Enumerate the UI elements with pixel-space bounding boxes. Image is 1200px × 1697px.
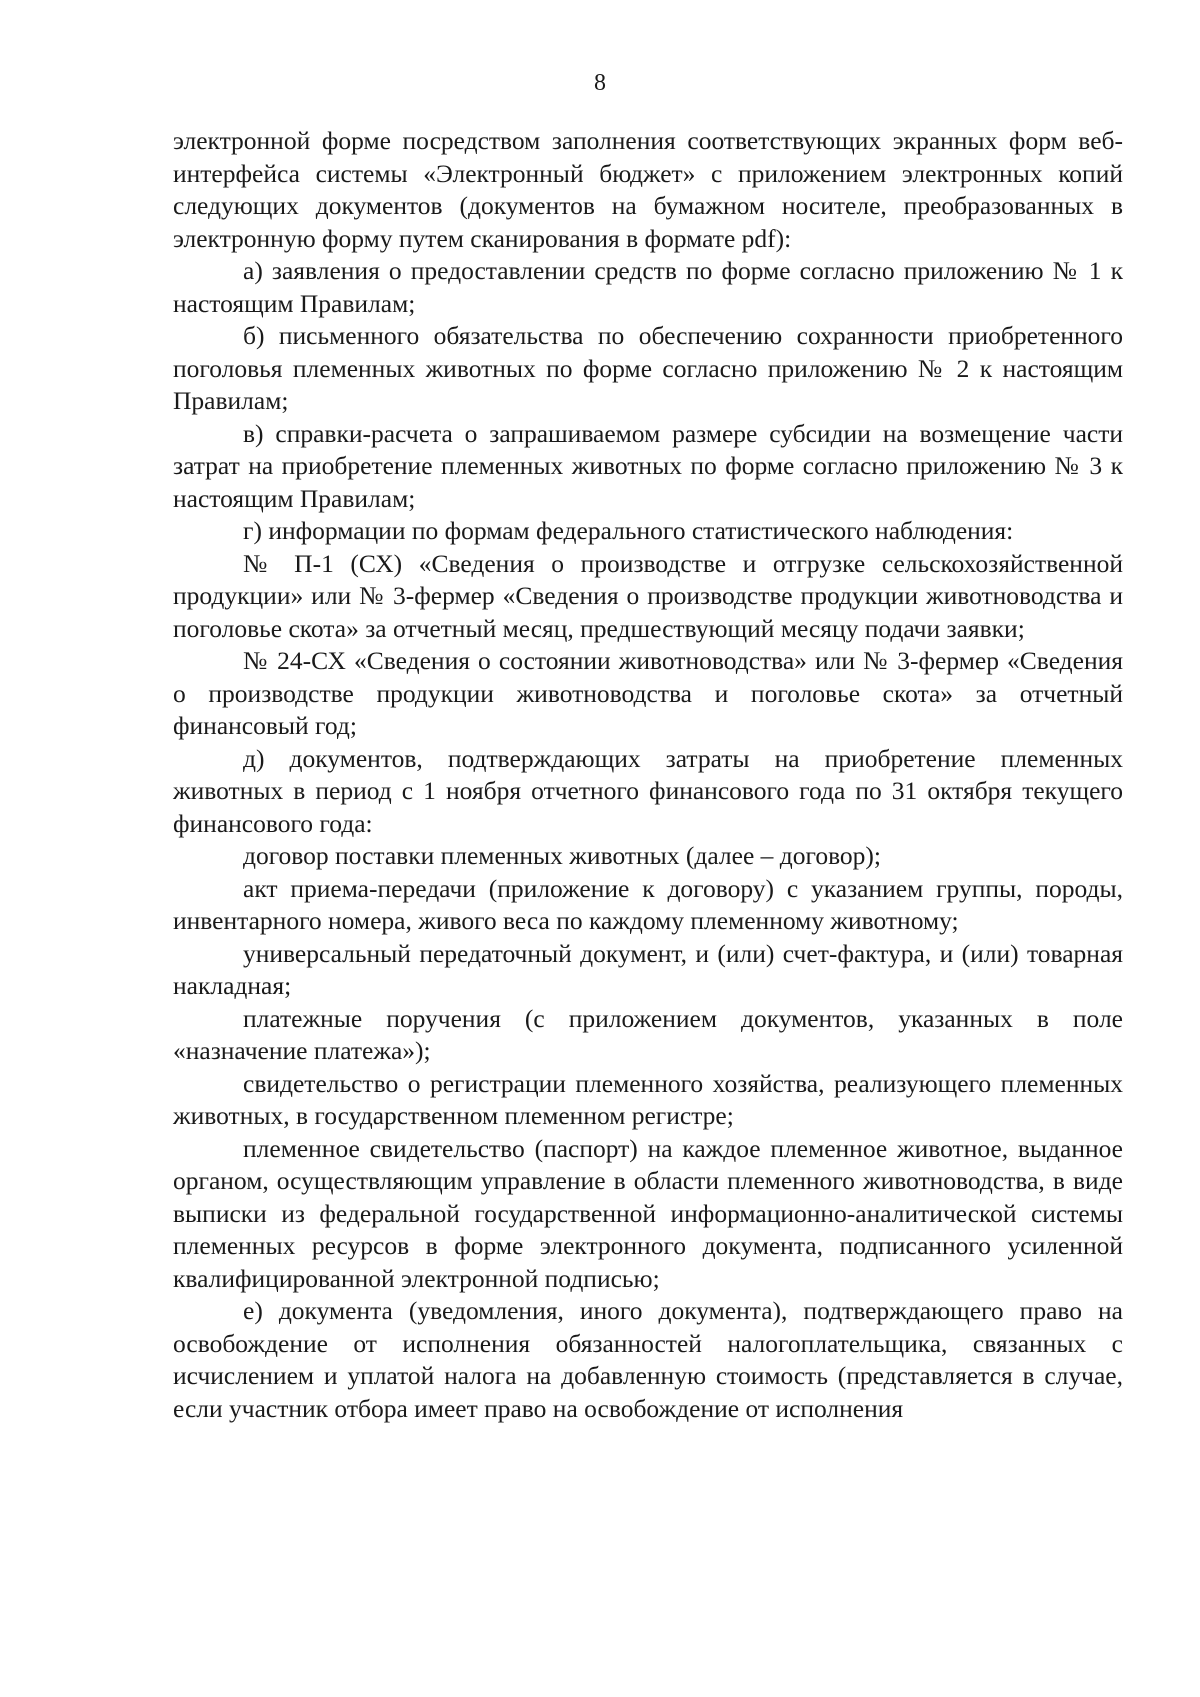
paragraph-registration-certificate: свидетельство о регистрации племенного хозяйства, реализующего племенных животных, в государственном племенном регистре; bbox=[173, 1068, 1123, 1130]
paragraph-item-e: е) документа (уведомления, иного документа), подтверждающего право на освобождение от исполнения обязанностей налогоплательщика, связанных с исчислением и уплатой налога на добавленную стоимость (представляется в случае, если участник отбора имеет право на освобождение от исполнения bbox=[173, 1296, 1123, 1423]
paragraph-contract: договор поставки племенных животных (далее – договор); bbox=[243, 841, 882, 870]
paragraph-form-p1: № П-1 (СХ) «Сведения о производстве и отгрузке сельскохозяйственной продукции» или № 3-фермер «Сведения о производстве продукции животноводства и поголовье скота» за отчетный месяц, предшествующий месяцу подачи заявки; bbox=[173, 548, 1123, 643]
page-number: 8 bbox=[594, 70, 606, 96]
paragraph-item-a: а) заявления о предоставлении средств по форме согласно приложению № 1 к настоящим Правилам; bbox=[173, 256, 1123, 318]
paragraph-item-g: г) информации по формам федерального статистического наблюдения: bbox=[243, 516, 1014, 545]
paragraph-form-24sh: № 24-СХ «Сведения о состоянии животноводства» или № 3-фермер «Сведения о производстве продукции животноводства и поголовье скота» за отчетный финансовый год; bbox=[173, 646, 1123, 740]
paragraph-upd: универсальный передаточный документ, и (или) счет-фактура, и (или) товарная накладная; bbox=[173, 938, 1123, 1000]
paragraph-intro: электронной форме посредством заполнения соответствующих экранных форм веб-интерфейса системы «Электронный бюджет» с приложением электронных копий следующих документов (документов на бумажном носителе, преобразованных в электронную форму путем сканирования в формате pdf): bbox=[173, 126, 1123, 253]
paragraph-pedigree-certificate: племенное свидетельство (паспорт) на каждое племенное животное, выданное органом, осуществляющим управление в области племенного животноводства, в виде выписки из федеральной государственной информационно-аналитической системы племенных ресурсов в форме электронного документа, подписанного усиленной квалифицированной электронной подписью; bbox=[173, 1133, 1123, 1293]
document-body bbox=[173, 125, 1123, 1425]
paragraph-item-b: б) письменного обязательства по обеспечению сохранности приобретенного поголовья племенных животных по форме согласно приложению № 2 к настоящим Правилам; bbox=[173, 321, 1123, 415]
paragraph-transfer-act: акт приема-передачи (приложение к договору) с указанием группы, породы, инвентарного номера, живого веса по каждому племенному животному; bbox=[173, 873, 1123, 935]
paragraph-item-v: в) справки-расчета о запрашиваемом размере субсидии на возмещение части затрат на приобретение племенных животных по форме согласно приложению № 3 к настоящим Правилам; bbox=[173, 418, 1123, 513]
paragraph-item-d: д) документов, подтверждающих затраты на приобретение племенных животных в период с 1 ноября отчетного финансового года по 31 октября текущего финансового года: bbox=[173, 743, 1123, 838]
paragraph-payment-orders: платежные поручения (с приложением документов, указанных в поле «назначение платежа»); bbox=[173, 1003, 1123, 1065]
